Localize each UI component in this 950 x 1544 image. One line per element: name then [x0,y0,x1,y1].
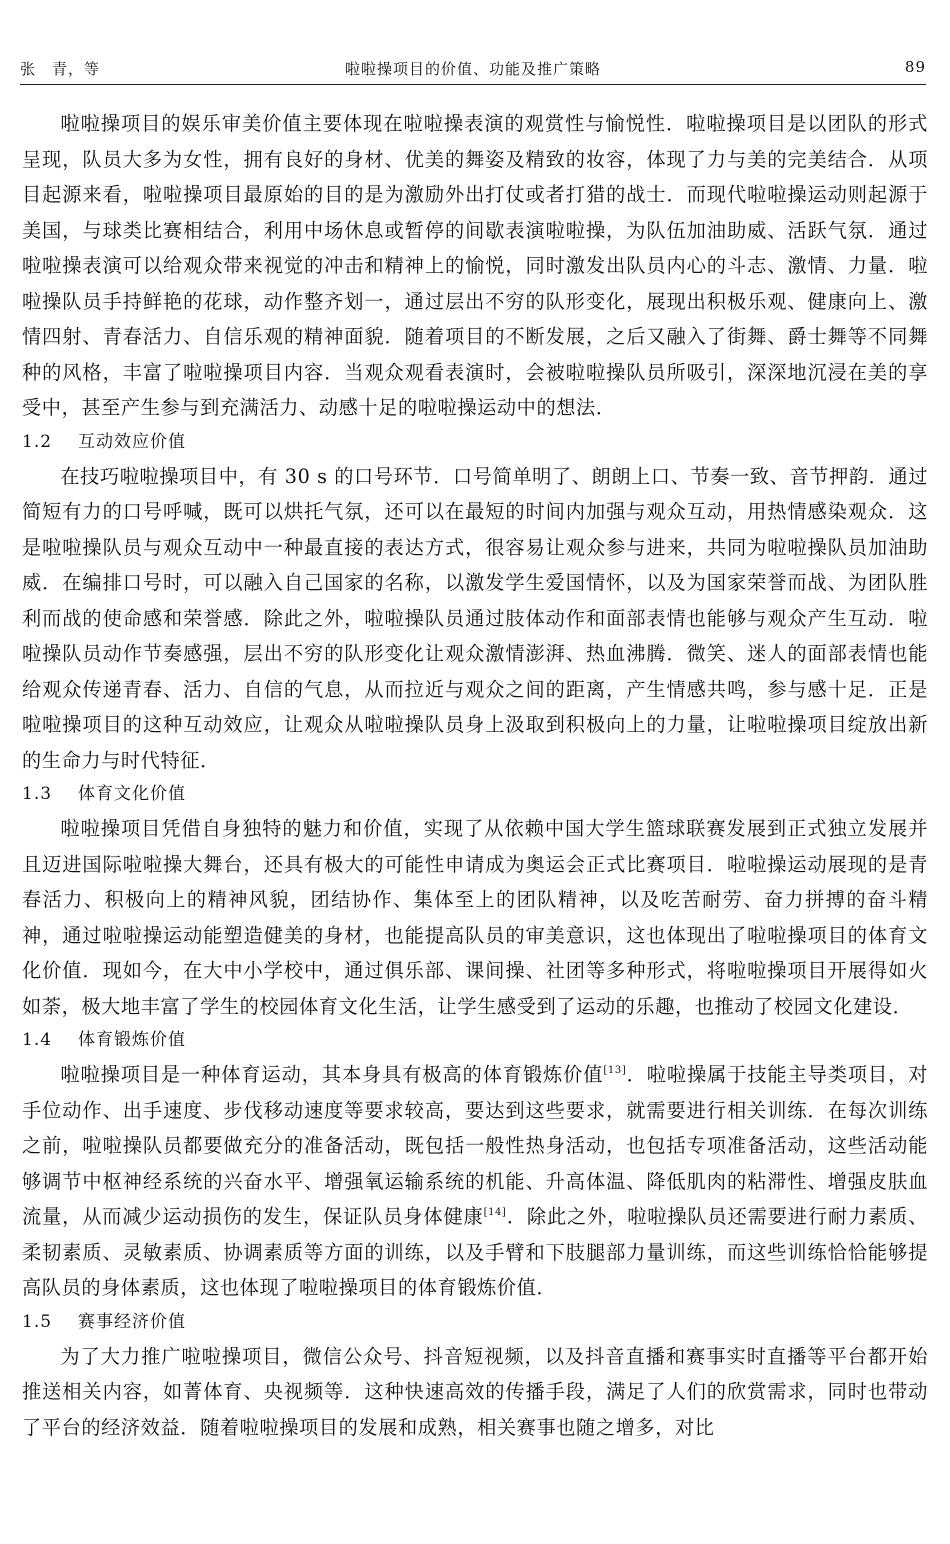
section-title: 赛事经济价值 [78,1311,186,1332]
text-run: 啦啦操项目是一种体育运动，其本身具有极高的体育锻炼价值 [60,1063,604,1086]
header-page-number: 89 [904,58,926,76]
article-body [22,106,928,1445]
section-heading-1-2 [22,426,928,459]
header-rule [20,84,926,85]
paragraph-intro: 啦啦操项目的娱乐审美价值主要体现在啦啦操表演的观赏性与愉悦性．啦啦操项目是以团队的形式呈现，队员大多为女性，拥有良好的身材、优美的舞姿及精致的妆容，体现了力与美的完美结合．从项目起源来看，啦啦操项目最原始的目的是为激励外出打仗或者打猎的战士．而现代啦啦操运动则起源于美国，与球类比赛相结合，利用中场休息或暂停的间歇表演啦啦操，为队伍加油助威、活跃气氛．通过啦啦操表演可以给观众带来视觉的冲击和精神上的愉悦，同时激发出队员内心的斗志、激情、力量．啦啦操队员手持鲜艳的花球，动作整齐划一，通过层出不穷的队形变化，展现出积极乐观、健康向上、激情四射、青春活力、自信乐观的精神面貌．随着项目的不断发展，之后又融入了街舞、爵士舞等不同舞种的风格，丰富了啦啦操项目内容．当观众观看表演时，会被啦啦操队员所吸引，深深地沉浸在美的享受中，甚至产生参与到充满活力、动感十足的啦啦操运动中的想法． [22,112,928,419]
page-header [20,58,926,80]
section-heading-1-5 [22,1306,928,1339]
paragraph-1-5: 为了大力推广啦啦操项目，微信公众号、抖音短视频，以及抖音直播和赛事实时直播等平台都开始推送相关内容，如菁体育、央视频等．这种快速高效的传播手段，满足了人们的欣赏需求，同时也带动了平台的经济效益．随着啦啦操项目的发展和成熟，相关赛事也随之增多，对比 [22,1344,928,1439]
header-authors: 张 青，等 [20,60,101,78]
citation-13[interactable]: [13] [603,1065,627,1076]
paragraph-1-4 [22,1057,928,1306]
section-number: 1.4 [22,1030,53,1050]
section-heading-1-3 [22,778,928,811]
header-running-title: 啦啦操项目的价值、功能及推广策略 [344,60,601,78]
section-title: 体育锻炼价值 [78,1030,186,1050]
citation-14[interactable]: [14] [483,1207,507,1218]
text-run: ．除此之外，啦啦操队员还需要进行耐力素质、柔韧素质、灵敏素质、协调素质等方面的训练，以及手臂和下肢腿部力量训练，而这些训练恰恰能够提高队员的身体素质，这也体现了啦啦操项目的体育锻炼价值． [22,1205,928,1299]
section-title: 体育文化价值 [78,784,186,804]
paragraph-1-3: 啦啦操项目凭借自身独特的魅力和价值，实现了从依赖中国大学生篮球联赛发展到正式独立发展并且迈进国际啦啦操大舞台，还具有极大的可能性申请成为奥运会正式比赛项目．啦啦操运动展现的是青春活力、积极向上的精神风貌，团结协作、集体至上的团队精神，以及吃苦耐劳、奋力拼搏的奋斗精神，通过啦啦操运动能塑造健美的身材，也能提高队员的审美意识，这也体现出了啦啦操项目的体育文化价值．现如今，在大中小学校中，通过俱乐部、课间操、社团等多种形式，将啦啦操项目开展得如火如荼，极大地丰富了学生的校园体育文化生活，让学生感受到了运动的乐趣，也推动了校园文化建设． [22,817,928,1018]
section-number: 1.2 [22,431,53,452]
section-heading-1-4 [22,1024,928,1057]
paragraph-1-2: 在技巧啦啦操项目中，有 30 s 的口号环节．口号简单明了、朗朗上口、节奏一致、音节押韵．通过简短有力的口号呼喊，既可以烘托气氛，还可以在最短的时间内加强与观众互动，用热情感染观众．这是啦啦操队员与观众互动中一种最直接的表达方式，很容易让观众参与进来，共同为啦啦操队员加油助威．在编排口号时，可以融入自己国家的名称，以激发学生爱国情怀，以及为国家荣誉而战、为团队胜利而战的使命感和荣誉感．除此之外，啦啦操队员通过肢体动作和面部表情也能够与观众产生互动．啦啦操队员动作节奏感强，层出不穷的队形变化让观众激情澎湃、热血沸腾．微笑、迷人的面部表情也能给观众传递青春、活力、自信的气息，从而拉近与观众之间的距离，产生情感共鸣，参与感十足．正是啦啦操项目的这种互动效应，让观众从啦啦操队员身上汲取到积极向上的力量，让啦啦操项目绽放出新的生命力与时代特征． [22,464,928,772]
section-number: 1.3 [22,784,53,804]
section-number: 1.5 [22,1311,53,1332]
text-run: ．啦啦操属于技能主导类项目，对手位动作、出手速度、步伐移动速度等要求较高，要达到这些要求，就需要进行相关训练．在每次训练之前，啦啦操队员都要做充分的准备活动，既包括一般性热身活动，也包括专项准备活动，这些活动能够调节中枢神经系统的兴奋水平、增强氧运输系统的机能、升高体温、降低肌肉的粘滞性、增强皮肤血流量，从而减少运动损伤的发生，保证队员身体健康 [22,1063,928,1228]
section-title: 互动效应价值 [78,431,186,452]
